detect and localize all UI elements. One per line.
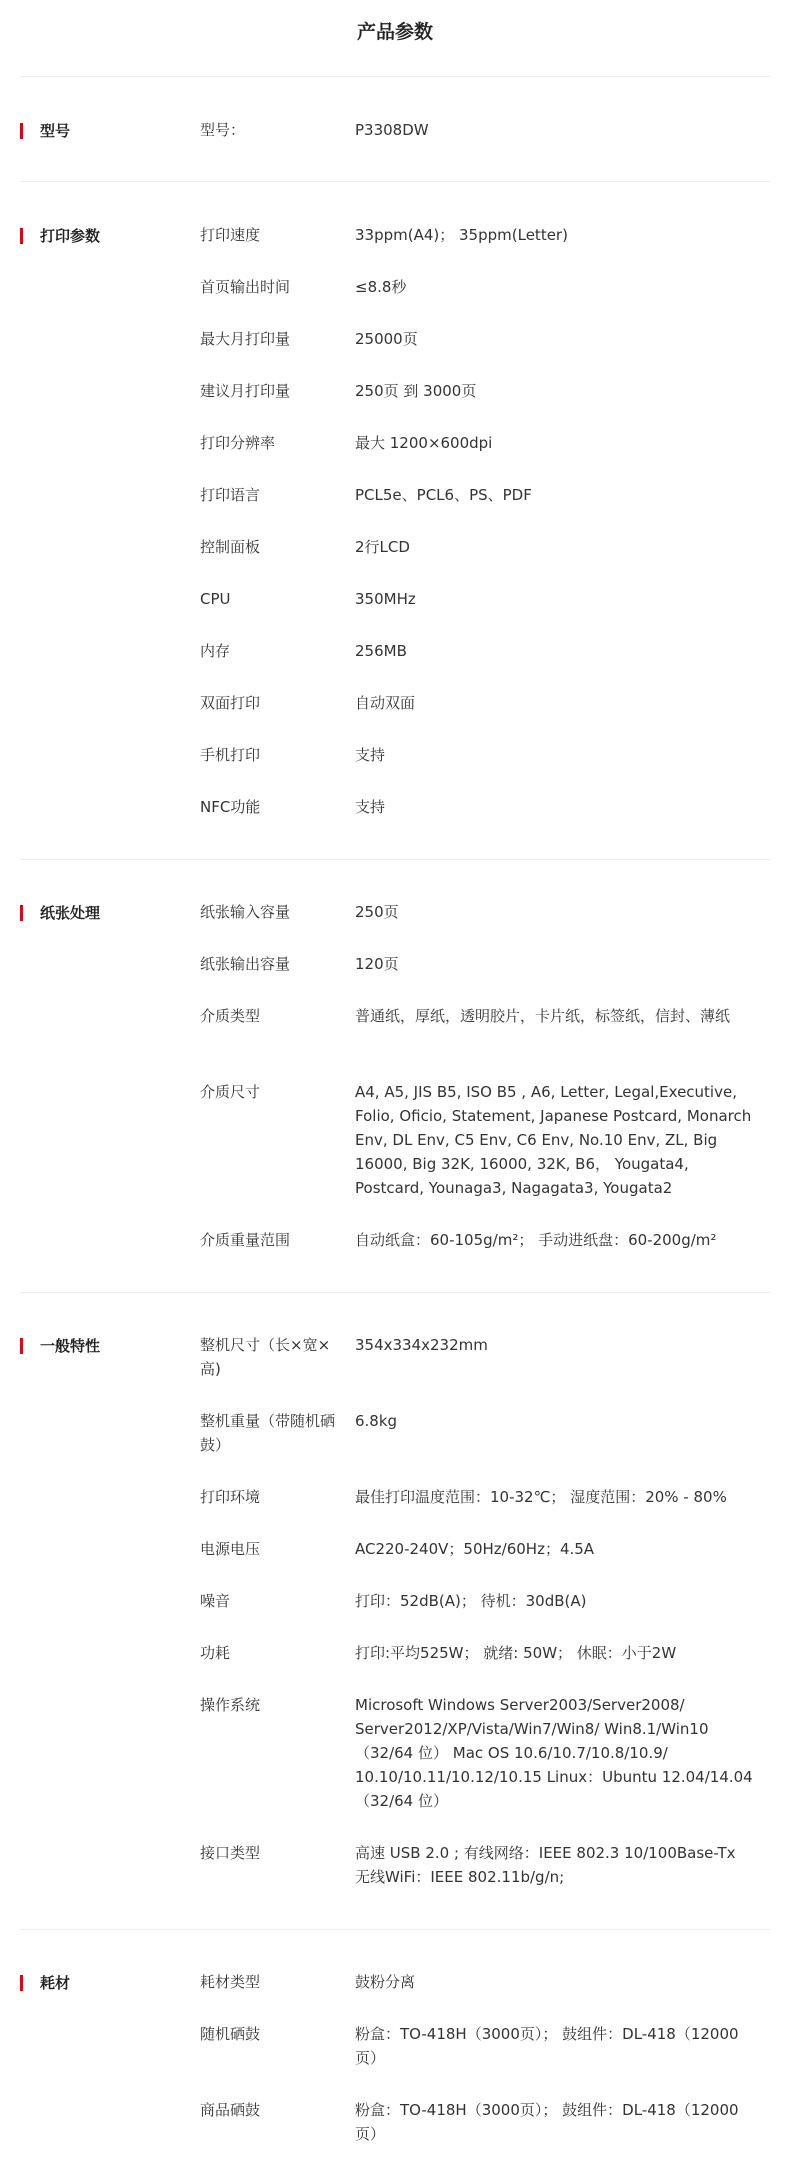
- spec-key: 接口类型: [200, 1844, 261, 1862]
- divider: [20, 181, 770, 182]
- spec-value: 25000页: [355, 330, 418, 348]
- spec-value: 粉盒：TO-418H（3000页）； 鼓组件：DL-418（12000页）: [355, 2101, 739, 2143]
- spec-key: NFC功能: [200, 798, 261, 816]
- spec-value: 350MHz: [355, 590, 416, 608]
- spec-value: A4, A5, JIS B5, ISO B5 , A6, Letter, Legal,Executive, Folio, Oficio, Statement, Japanese Postcard, Monarch Env, DL Env, C5 Env, C6 Env, No.10 Env, ZL, Big 16000, Big 32K, 16000, 32K, B6， Yougata4, Postcard, Younaga3, Nagagata3, Yougata2: [355, 1083, 752, 1197]
- spec-key: 打印环境: [200, 1488, 261, 1506]
- section-label: 一般特性: [40, 1337, 101, 1355]
- spec-key: 型号：: [200, 121, 246, 139]
- spec-value: 256MB: [355, 642, 407, 660]
- spec-value: 354x334x232mm: [355, 1336, 488, 1354]
- spec-key: 整机尺寸（长×宽×高): [200, 1336, 331, 1378]
- spec-key: CPU: [200, 590, 231, 608]
- spec-key: 介质类型: [200, 1007, 261, 1025]
- spec-key: 打印速度: [200, 226, 261, 244]
- spec-key: 首页输出时间: [200, 278, 291, 296]
- spec-value: 自动双面: [355, 694, 416, 712]
- spec-value: 2行LCD: [355, 538, 410, 556]
- spec-key: 电源电压: [200, 1540, 261, 1558]
- spec-value: 6.8kg: [355, 1412, 398, 1430]
- spec-key: 打印语言: [200, 486, 261, 504]
- section-label: 打印参数: [40, 227, 101, 245]
- spec-value: AC220-240V；50Hz/60Hz；4.5A: [355, 1540, 595, 1558]
- page-title: 产品参数: [356, 21, 433, 43]
- spec-key: 噪音: [200, 1592, 231, 1610]
- spec-value: 粉盒：TO-418H（3000页）； 鼓组件：DL-418（12000页）: [355, 2025, 739, 2067]
- spec-key: 耗材类型: [200, 1973, 261, 1991]
- section-label: 型号: [40, 122, 71, 140]
- section-accent-bar: [20, 1975, 23, 1991]
- spec-key: 双面打印: [200, 694, 261, 712]
- spec-value: P3308DW: [355, 121, 429, 139]
- section-label: 纸张处理: [40, 904, 101, 922]
- spec-key: 商品硒鼓: [200, 2101, 261, 2119]
- spec-value: 支持: [355, 798, 386, 816]
- spec-value: 鼓粉分离: [355, 1973, 416, 1991]
- spec-key: 建议月打印量: [200, 382, 291, 400]
- spec-value: PCL5e、PCL6、PS、PDF: [355, 486, 532, 504]
- section-accent-bar: [20, 905, 23, 921]
- section-label: 耗材: [40, 1974, 71, 1992]
- spec-key: 内存: [200, 642, 231, 660]
- spec-key: 纸张输出容量: [200, 955, 291, 973]
- spec-value: 打印:平均525W； 就绪: 50W； 休眠：小于2W: [355, 1644, 677, 1662]
- spec-key: 随机硒鼓: [200, 2025, 261, 2043]
- section-accent-bar: [20, 123, 23, 139]
- section-accent-bar: [20, 1338, 23, 1354]
- spec-value: 支持: [355, 746, 386, 764]
- spec-value: ≤8.8秒: [355, 278, 407, 296]
- spec-key: 最大月打印量: [200, 330, 291, 348]
- spec-key: 介质重量范围: [200, 1231, 291, 1249]
- spec-value: Microsoft Windows Server2003/Server2008/ Server2012/XP/Vista/Win7/Win8/ Win8.1/Win10（32/64 位） Mac OS 10.6/10.7/10.8/10.9/ 10.10/10.11/10.12/10.15 Linux：Ubuntu 12.04/14.04（32/64 位）: [355, 1696, 753, 1810]
- spec-key: 操作系统: [200, 1696, 261, 1714]
- divider: [20, 1929, 770, 1930]
- spec-key: 整机重量（带随机硒鼓）: [200, 1412, 336, 1454]
- spec-key: 纸张输入容量: [200, 903, 291, 921]
- spec-value: 自动纸盒：60-105g/m²； 手动进纸盘：60-200g/m²: [355, 1231, 717, 1249]
- spec-value: 最大 1200×600dpi: [355, 434, 493, 452]
- spec-key: 手机打印: [200, 746, 261, 764]
- spec-key: 打印分辨率: [200, 434, 276, 452]
- divider: [20, 859, 770, 860]
- spec-value: 普通纸，厚纸，透明胶片，卡片纸，标签纸，信封、薄纸: [355, 1007, 731, 1025]
- spec-key: 介质尺寸: [200, 1083, 261, 1101]
- spec-value: 打印：52dB(A)； 待机：30dB(A): [355, 1592, 587, 1610]
- spec-value: 高速 USB 2.0 ; 有线网络：IEEE 802.3 10/100Base-Tx 无线WiFi：IEEE 802.11b/g/n;: [355, 1844, 736, 1886]
- spec-value: 最佳打印温度范围：10-32℃； 湿度范围：20% - 80%: [355, 1488, 727, 1506]
- spec-value: 250页: [355, 903, 399, 921]
- spec-key: 功耗: [200, 1644, 231, 1662]
- spec-value: 250页 到 3000页: [355, 382, 477, 400]
- spec-value: 120页: [355, 955, 399, 973]
- spec-key: 控制面板: [200, 538, 261, 556]
- spec-value: 33ppm(A4)； 35ppm(Letter): [355, 226, 568, 244]
- divider: [20, 1292, 770, 1293]
- section-accent-bar: [20, 228, 23, 244]
- divider: [20, 76, 770, 77]
